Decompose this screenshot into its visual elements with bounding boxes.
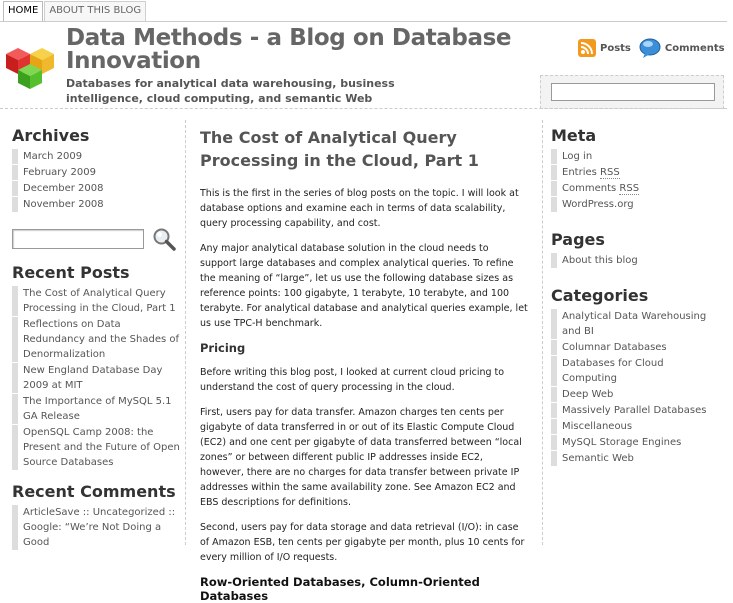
post-paragraph-1: This is the first in the series of blog posts on the topic. I will look at database options and examine each in terms of data scalability, query processing capability, and cost. — [200, 188, 519, 229]
rss-abbr: RSS — [600, 167, 620, 178]
category-item — [551, 435, 717, 450]
category-item — [551, 419, 717, 434]
category-item — [551, 356, 717, 386]
comments-rss-label: Comments — [562, 183, 617, 194]
site-tagline: Databases for analytical data warehousing, business intelligence, cloud computing, and semantic Web — [66, 77, 395, 105]
post-paragraph-4: First, users pay for data transfer. Amazon charges ten cents per gigabyte of data transferred in or out of its Elastic Compute Cloud (EC2) and one cent per gigabyte of data transferred between “local zones” or between different public IP addresses inside EC2, however, there are no charges for data transfer between private IP addresses within the same availability zone. See Amazon EC2 and EBS descriptions for definitions. — [200, 407, 522, 508]
right-sidebar — [551, 126, 717, 467]
comments-rss-link[interactable] — [562, 183, 639, 195]
login-link[interactable]: Log in — [562, 151, 593, 162]
pages-title: Pages — [551, 230, 605, 249]
pages-list — [551, 253, 717, 268]
archives-title: Archives — [12, 126, 90, 145]
recent-post-link[interactable]: New England Database Day 2009 at MIT — [23, 365, 163, 391]
nav-home[interactable]: HOME — [3, 1, 43, 21]
category-link[interactable]: Massively Parallel Databases — [562, 405, 707, 416]
recent-post-link[interactable]: The Cost of Analytical Query Processing in the Cloud, Part 1 — [23, 288, 176, 314]
pricing-heading: Pricing — [200, 341, 246, 355]
post-title[interactable]: The Cost of Analytical Query Processing in the Cloud, Part 1 — [200, 128, 479, 170]
header-search-input[interactable] — [551, 83, 715, 101]
recent-post-link[interactable]: The Importance of MySQL 5.1 GA Release — [23, 396, 172, 422]
meta-item — [551, 181, 717, 196]
meta-item — [551, 165, 717, 180]
posts-feed-label: Posts — [600, 42, 631, 54]
wordpress-link[interactable]: WordPress.org — [562, 199, 634, 210]
comments-feed-link[interactable] — [639, 38, 725, 58]
archive-item — [12, 197, 182, 212]
recent-post-item — [12, 363, 182, 393]
archive-link[interactable]: February 2009 — [23, 167, 96, 178]
category-link[interactable]: MySQL Storage Engines — [562, 437, 682, 448]
recent-post-item — [12, 317, 182, 362]
about-page-link[interactable]: About this blog — [562, 255, 638, 266]
meta-list — [551, 149, 717, 212]
category-item — [551, 387, 717, 402]
recent-post-link[interactable]: OpenSQL Camp 2008: the Present and the Future of Open Source Databases — [23, 427, 180, 468]
recent-post-link[interactable]: Reflections on Data Redundancy and the Shades of Denormalization — [23, 319, 180, 360]
header-search-area — [540, 75, 724, 109]
category-item — [551, 340, 717, 355]
archive-link[interactable]: March 2009 — [23, 151, 83, 162]
meta-item — [551, 197, 717, 212]
top-navigation — [3, 1, 147, 21]
archive-item — [12, 165, 182, 180]
sidebar-search-form — [12, 227, 182, 251]
left-sidebar — [12, 126, 182, 551]
posts-feed-link[interactable] — [578, 39, 631, 57]
comment-bubble-icon — [639, 38, 661, 58]
main-content — [185, 120, 543, 603]
category-link[interactable]: Analytical Data Warehousing and BI — [562, 311, 707, 337]
site-logo-cubes-icon[interactable] — [4, 42, 58, 90]
header-divider — [0, 108, 727, 109]
recent-post-item — [12, 394, 182, 424]
archive-link[interactable]: December 2008 — [23, 183, 104, 194]
category-link[interactable]: Semantic Web — [562, 453, 634, 464]
meta-title: Meta — [551, 126, 597, 145]
categories-title: Categories — [551, 286, 649, 305]
post-paragraph-5: Second, users pay for data storage and data retrieval (I/O): in case of Amazon ESB, ten cents per gigabyte per month, plus 10 cents for every million of I/O requests. — [200, 522, 525, 563]
category-item — [551, 309, 717, 339]
recent-post-item — [12, 286, 182, 316]
category-link[interactable]: Miscellaneous — [562, 421, 633, 432]
sidebar-search-input[interactable] — [12, 229, 144, 249]
recent-comments-title: Recent Comments — [12, 482, 176, 501]
categories-list — [551, 309, 717, 466]
archive-item — [12, 181, 182, 196]
page-item — [551, 253, 717, 268]
post-paragraph-2: Any major analytical database solution in the cloud needs to support large databases and complex analytical queries. To refine the meaning of “large”, let us use the following database sizes as reference points: 100 gigabyte, 1 terabyte, 10 terabyte, and 100 terabyte. For analytical database and analytical queries example, let us use TPC-H benchmark. — [200, 243, 528, 329]
archives-list — [12, 149, 182, 212]
meta-item — [551, 149, 717, 164]
recent-post-item — [12, 425, 182, 470]
post-paragraph-3: Before writing this blog post, I looked at current cloud pricing to understand the cost of query processing in the cloud. — [200, 367, 505, 393]
nav-about[interactable]: ABOUT THIS BLOG — [44, 1, 146, 21]
entries-rss-label: Entries — [562, 167, 597, 178]
category-link[interactable]: Databases for Cloud Computing — [562, 358, 664, 384]
site-title[interactable]: Data Methods - a Blog on Database Innovation — [66, 25, 512, 74]
rss-abbr: RSS — [619, 183, 640, 194]
rss-icon — [578, 39, 596, 57]
search-icon[interactable] — [152, 227, 176, 251]
recent-comment-item[interactable]: ArticleSave :: Uncategorized :: Google: “We’re Not Doing a Good — [12, 505, 182, 550]
recent-posts-list — [12, 286, 182, 470]
recent-comments-list — [12, 505, 182, 550]
entries-rss-link[interactable] — [562, 167, 620, 179]
category-link[interactable]: Columnar Databases — [562, 342, 667, 353]
category-item — [551, 451, 717, 466]
archive-item — [12, 149, 182, 164]
comments-feed-label: Comments — [664, 42, 725, 54]
nav-divider — [0, 21, 727, 22]
recent-posts-title: Recent Posts — [12, 263, 130, 282]
row-column-heading: Row-Oriented Databases, Column-Oriented Databases — [200, 575, 480, 603]
category-item — [551, 403, 717, 418]
feed-links — [578, 38, 733, 58]
archive-link[interactable]: November 2008 — [23, 199, 104, 210]
category-link[interactable]: Deep Web — [562, 389, 614, 400]
